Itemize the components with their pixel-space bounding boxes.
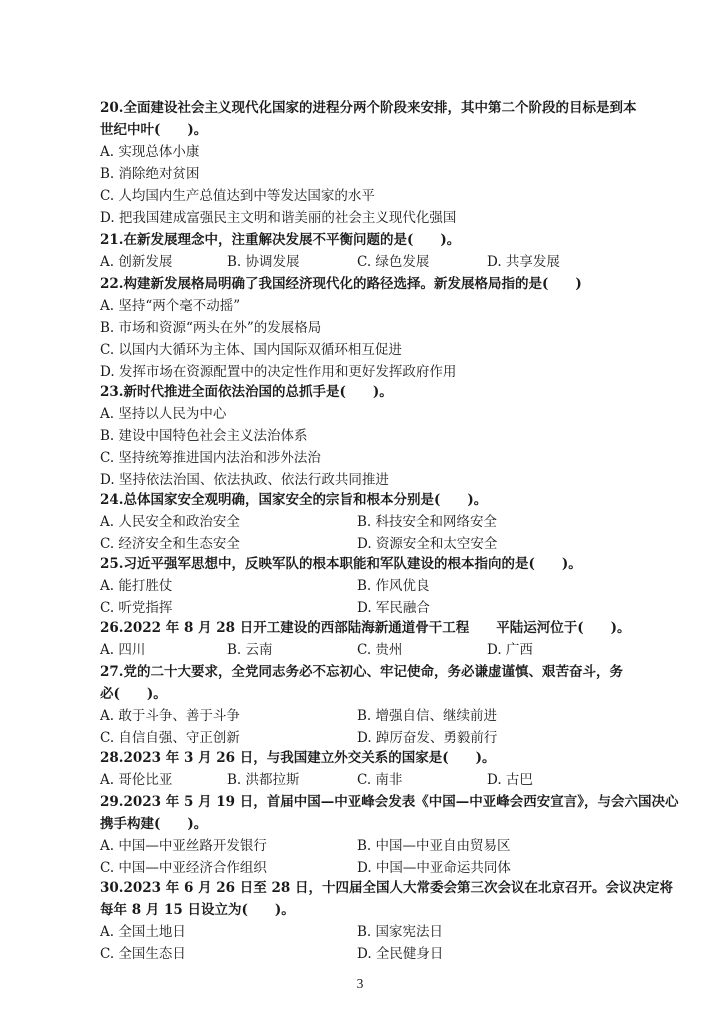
question-stem-line: 必( )。 [100,686,167,702]
question-stem-line: 25.习近平强军思想中，反映军队的根本职能和军队建设的根本指向的是( )。 [100,556,582,572]
option-d: D. 中国—中亚命运共同体 [357,860,511,876]
option-d: D. 广西 [487,642,533,658]
option-b: B. 协调发展 [227,254,300,270]
option-b: B. 洪都拉斯 [227,772,300,788]
option-c: C. 南非 [357,772,403,788]
option-c: C. 听党指挥 [100,600,173,616]
option-a: A. 四川 [100,642,146,658]
question-number: 22. [100,276,124,292]
question-number: 23. [100,384,124,400]
option-b: B. 云南 [227,642,273,658]
option-b: B. 科技安全和网络安全 [357,514,498,530]
option-c: C. 以国内大循环为主体、国内国际双循环相互促进 [100,342,402,358]
question-stem-line: 世纪中叶( )。 [100,122,208,138]
option-a: A. 人民安全和政治安全 [100,514,240,530]
option-d: D. 共享发展 [487,254,560,270]
option-a: A. 创新发展 [100,254,173,270]
question-stem-line: 22.构建新发展格局明确了我国经济现代化的路径选择。新发展格局指的是( ) [100,276,582,292]
option-c: C. 坚持统筹推进国内法治和涉外法治 [100,450,321,466]
question-stem-line: 29.2023 年 5 月 19 日，首届中国—中亚峰会发表《中国—中亚峰会西安宣言》，与会六国决心 [100,794,679,810]
question-stem-line: 26.2022 年 8 月 28 日开工建设的西部陆海新通道骨干工程 平陆运河位于( )。 [100,620,631,636]
question-stem-line: 21.在新发展理念中，注重解决发展不平衡问题的是( )。 [100,232,461,248]
option-b: B. 国家宪法日 [357,924,444,940]
question-number: 27. [100,664,124,680]
question-stem-line: 27.党的二十大要求，全党同志务必不忘初心、牢记使命，务必谦虚谨慎、艰苦奋斗，务 [100,664,623,680]
question-number: 26. [100,620,124,636]
option-a: A. 敢于斗争、善于斗争 [100,708,240,724]
option-d: D. 踔厉奋发、勇毅前行 [357,730,498,746]
option-c: C. 自信自强、守正创新 [100,730,240,746]
option-a: A. 中国—中亚丝路开发银行 [100,838,267,854]
option-b: B. 建设中国特色社会主义法治体系 [100,428,308,444]
option-d: D. 军民融合 [357,600,430,616]
option-d: D. 古巴 [487,772,533,788]
question-stem-line: 携手构建( )。 [100,816,208,832]
option-b: B. 消除绝对贫困 [100,166,200,182]
option-b: B. 市场和资源“两头在外”的发展格局 [100,320,322,336]
question-stem-line: 23.新时代推进全面依法治国的总抓手是( )。 [100,384,393,400]
option-d: D. 把我国建成富强民主文明和谐美丽的社会主义现代化强国 [100,210,457,226]
option-a: A. 全国土地日 [100,924,186,940]
page-number: 3 [356,976,364,991]
option-d: D. 资源安全和太空安全 [357,536,498,552]
option-a: A. 坚持以人民为中心 [100,406,227,422]
question-number: 20. [100,100,124,116]
question-stem-line: 28.2023 年 3 月 26 日，与我国建立外交关系的国家是( )。 [100,750,496,766]
option-d: D. 全民健身日 [357,946,444,962]
question-stem-line: 30.2023 年 6 月 26 日至 28 日，十四届全国人大常委会第三次会议在北京召开。会议决定将 [100,880,673,896]
option-c: C. 中国—中亚经济合作组织 [100,860,267,876]
option-a: A. 能打胜仗 [100,578,173,594]
option-c: C. 全国生态日 [100,946,186,962]
option-b: B. 作风优良 [357,578,430,594]
option-d: D. 坚持依法治国、依法执政、依法行政共同推进 [100,472,389,488]
question-number: 25. [100,556,124,572]
question-number: 28. [100,750,124,766]
option-c: C. 绿色发展 [357,254,430,270]
option-d: D. 发挥市场在资源配置中的决定性作用和更好发挥政府作用 [100,364,457,380]
option-b: B. 增强自信、继续前进 [357,708,498,724]
question-stem-line: 每年 8 月 15 日设立为( )。 [100,902,295,918]
option-c: C. 人均国内生产总值达到中等发达国家的水平 [100,188,375,204]
option-a: A. 坚持“两个毫不动摇” [100,298,241,314]
question-stem-line: 24.总体国家安全观明确，国家安全的宗旨和根本分别是( )。 [100,492,488,508]
option-c: C. 贵州 [357,642,403,658]
question-stem-line: 20.全面建设社会主义现代化国家的进程分两个阶段来安排，其中第二个阶段的目标是到本 [100,100,637,116]
option-c: C. 经济安全和生态安全 [100,536,240,552]
question-number: 30. [100,880,124,896]
option-a: A. 实现总体小康 [100,144,200,160]
question-number: 21. [100,232,124,248]
question-number: 29. [100,794,124,810]
option-a: A. 哥伦比亚 [100,772,173,788]
option-b: B. 中国—中亚自由贸易区 [357,838,511,854]
question-number: 24. [100,492,124,508]
